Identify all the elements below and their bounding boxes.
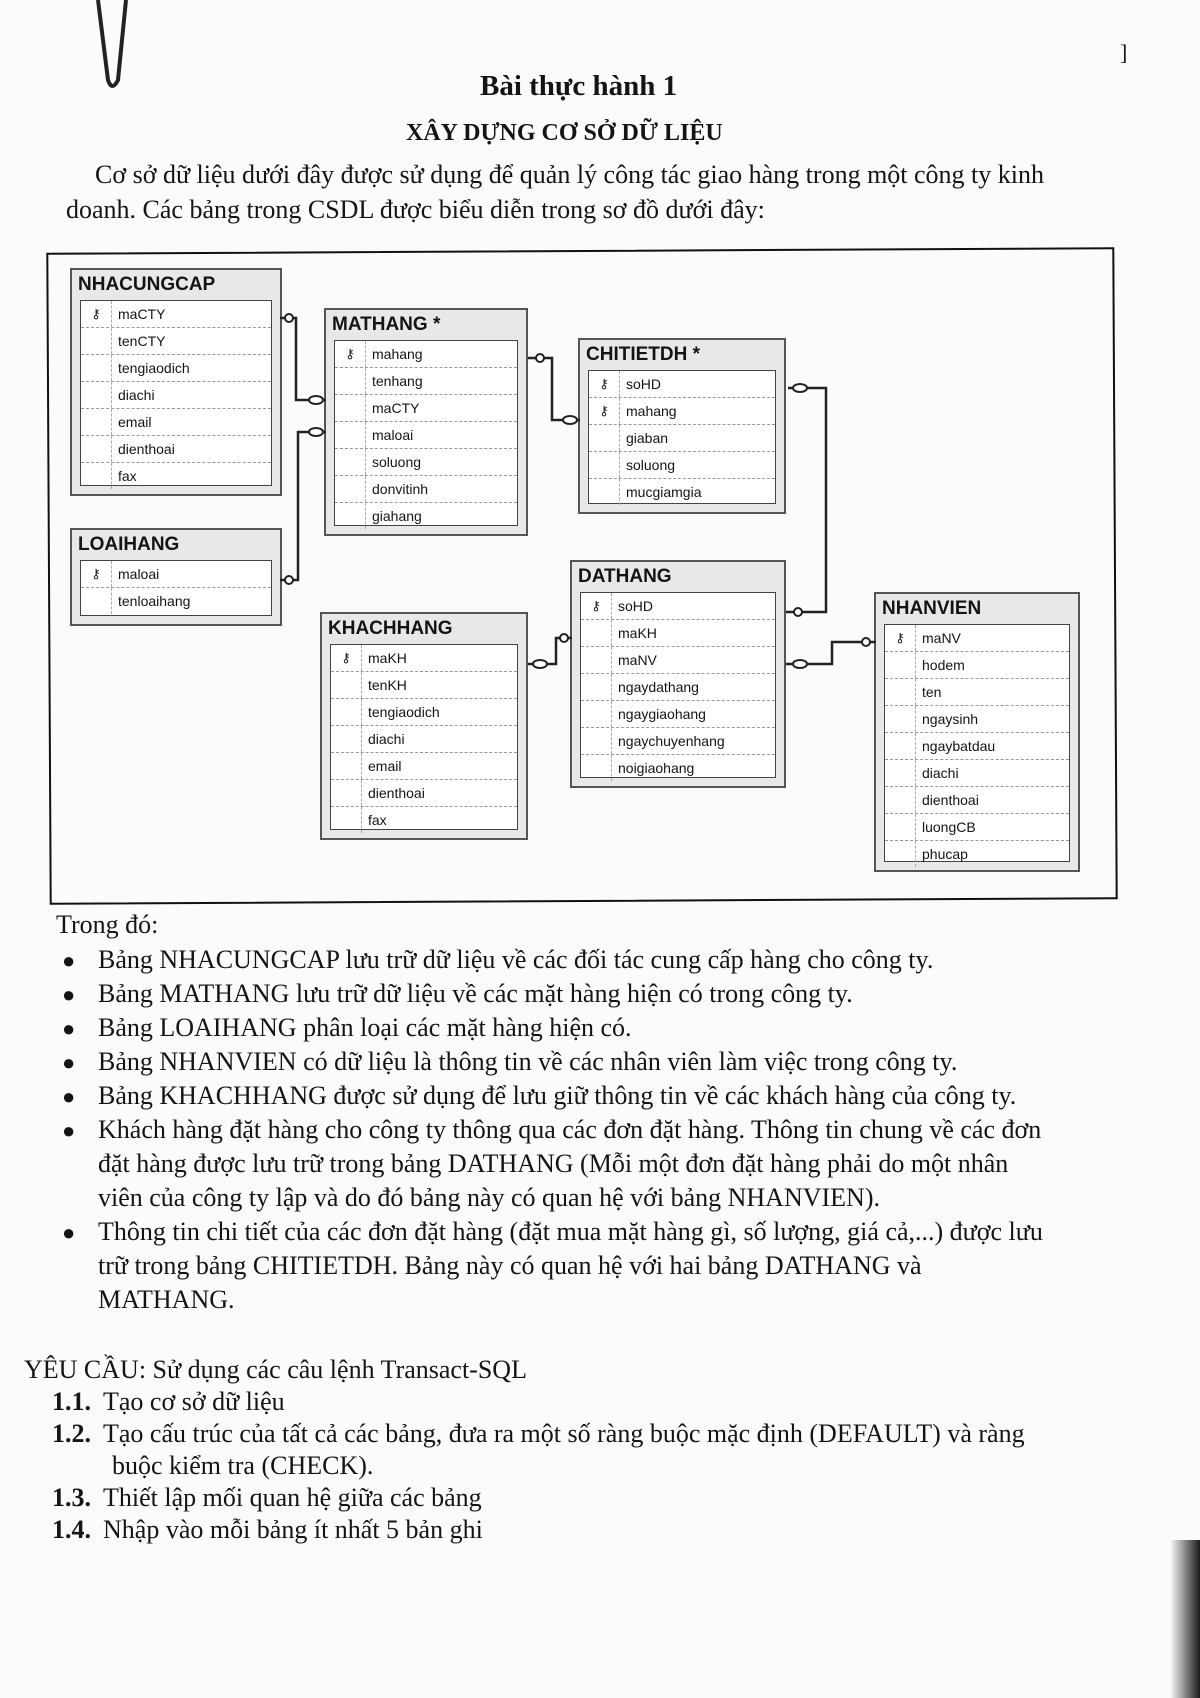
rel-end <box>560 634 568 642</box>
primary-key-icon: ⚷ <box>589 371 620 397</box>
scan-edge <box>1170 1540 1200 1698</box>
bullet-text-line: MATHANG. <box>98 1285 235 1314</box>
er-column-name: tengiaodich <box>368 704 440 720</box>
rel-end <box>536 354 544 362</box>
er-table-title: DATHANG <box>578 566 672 587</box>
er-column-name: maNV <box>922 630 961 646</box>
rel-end <box>862 638 870 646</box>
er-column-name: mahang <box>372 346 423 362</box>
requirement-text-line: Tạo cơ sở dữ liệu <box>103 1387 285 1416</box>
er-column-name: soHD <box>618 598 654 614</box>
er-table-title: KHACHHANG <box>328 618 453 639</box>
requirement-number: 1.4. <box>52 1515 91 1544</box>
corner-mark: ] <box>1120 40 1128 65</box>
intro-line-1: Cơ sở dữ liệu dưới đây được sử dụng để quản lý công tác giao hàng trong một công ty kinh <box>95 160 1044 189</box>
page-subtitle: XÂY DỰNG CƠ SỞ DỮ LIỆU <box>406 120 723 146</box>
er-column-name: maKH <box>368 650 407 666</box>
er-column-name: noigiaohang <box>618 760 695 776</box>
er-column-name: ten <box>922 684 942 700</box>
primary-key-icon: ⚷ <box>81 561 112 587</box>
er-column-name: diachi <box>922 765 959 781</box>
er-column-name: soluong <box>626 457 676 473</box>
er-column-name: ngaysinh <box>922 711 979 727</box>
bullet-text-line: Bảng NHACUNGCAP lưu trữ dữ liệu về các đối tác cung cấp hàng cho công ty. <box>98 945 934 974</box>
primary-key-icon: ⚷ <box>885 625 916 651</box>
primary-key-icon: ⚷ <box>589 398 620 424</box>
er-column-name: giaban <box>626 430 669 446</box>
rel-end <box>793 660 807 668</box>
requirement-number: 1.3. <box>52 1483 91 1512</box>
er-column-name: fax <box>118 468 137 484</box>
er-column-name: maKH <box>618 625 657 641</box>
er-column-name: maloai <box>118 566 160 582</box>
requirements-heading: YÊU CẦU: Sử dụng các câu lệnh Transact-SQL <box>24 1355 527 1384</box>
er-column-name: maloai <box>372 427 414 443</box>
requirement-text-line: buộc kiểm tra (CHECK). <box>112 1451 374 1480</box>
intro-line-2: doanh. Các bảng trong CSDL được biểu diễn trong sơ đồ dưới đây: <box>66 195 765 224</box>
er-column-name: fax <box>368 812 387 828</box>
rel-end <box>794 608 802 616</box>
bullet-icon: ● <box>62 948 76 973</box>
rel-chitietdh-dathang <box>786 388 826 612</box>
bullet-icon: ● <box>62 1118 76 1143</box>
requirement-text-line: Tạo cấu trúc của tất cả các bảng, đưa ra một số ràng buộc mặc định (DEFAULT) và ràng <box>103 1419 1025 1448</box>
primary-key-icon: ⚷ <box>335 341 366 367</box>
er-column-name: mahang <box>626 403 677 419</box>
er-column-name: tenloaihang <box>118 593 191 609</box>
rel-nhacungcap-mathang <box>280 318 326 400</box>
bullet-text-line: Thông tin chi tiết của các đơn đặt hàng (đặt mua mặt hàng gì, số lượng, giá cả,...) được lưu <box>98 1217 1043 1246</box>
bullet-text-line: Khách hàng đặt hàng cho công ty thông qua các đơn đặt hàng. Thông tin chung về các đơn <box>98 1115 1042 1144</box>
er-column-name: ngaygiaohang <box>618 706 706 722</box>
er-column-name: ngaychuyenhang <box>618 733 725 749</box>
rel-end <box>563 416 577 424</box>
primary-key-icon: ⚷ <box>581 593 612 619</box>
er-column-name: soluong <box>372 454 422 470</box>
er-table-title: LOAIHANG <box>78 534 180 555</box>
er-column-name: email <box>118 414 152 430</box>
bullet-text-line: Bảng NHANVIEN có dữ liệu là thông tin về các nhân viên làm việc trong công ty. <box>98 1047 958 1076</box>
rel-end <box>285 314 293 322</box>
bullet-text-line: Bảng LOAIHANG phân loại các mặt hàng hiện có. <box>98 1013 632 1042</box>
er-table-title: MATHANG * <box>332 314 441 335</box>
requirement-number: 1.1. <box>52 1387 91 1416</box>
er-column-name: dienthoai <box>118 441 175 457</box>
bullet-icon: ● <box>62 1084 76 1109</box>
requirement-number: 1.2. <box>52 1419 91 1448</box>
er-column-name: tenCTY <box>118 333 166 349</box>
er-column-name: dienthoai <box>368 785 425 801</box>
er-column-name: maNV <box>618 652 657 668</box>
er-table-title: NHACUNGCAP <box>78 274 216 295</box>
er-column-name: hodem <box>922 657 965 673</box>
bullet-icon: ● <box>62 1050 76 1075</box>
er-column-name: luongCB <box>922 819 976 835</box>
rel-mathang-chitietdh <box>528 358 580 420</box>
rel-end <box>793 384 807 392</box>
er-column-name: maCTY <box>372 400 420 416</box>
requirement-text-line: Nhập vào mỗi bảng ít nhất 5 bản ghi <box>103 1515 483 1544</box>
er-column-name: diachi <box>368 731 405 747</box>
bullet-text-line: Bảng MATHANG lưu trữ dữ liệu về các mặt hàng hiện có trong công ty. <box>98 979 853 1008</box>
rel-loaihang-mathang <box>280 432 326 580</box>
er-column-name: ngaydathang <box>618 679 699 695</box>
er-table-title: CHITIETDH * <box>586 344 700 365</box>
er-column-name: mucgiamgia <box>626 484 702 500</box>
er-column-name: tenhang <box>372 373 423 389</box>
er-column-name: maCTY <box>118 306 166 322</box>
bullet-icon: ● <box>62 1016 76 1041</box>
er-column-name: tengiaodich <box>118 360 190 376</box>
bullet-text-line: viên của công ty lập và do đó bảng này có quan hệ với bảng NHANVIEN). <box>98 1183 880 1212</box>
bullet-icon: ● <box>62 982 76 1007</box>
er-column-name: email <box>368 758 402 774</box>
er-column-name: tenKH <box>368 677 407 693</box>
bullet-text-line: trữ trong bảng CHITIETDH. Bảng này có quan hệ với hai bảng DATHANG và <box>98 1251 922 1280</box>
bullet-icon: ● <box>62 1220 76 1245</box>
bullet-text-line: đặt hàng được lưu trữ trong bảng DATHANG (Mỗi một đơn đặt hàng phải do một nhân <box>98 1149 1009 1178</box>
page-title: Bài thực hành 1 <box>480 70 678 102</box>
rel-end <box>285 576 293 584</box>
er-column-name: dienthoai <box>922 792 979 808</box>
er-column-name: phucap <box>922 846 968 862</box>
er-column-name: giahang <box>372 508 422 524</box>
er-column-name: donvitinh <box>372 481 429 497</box>
rel-end <box>533 660 547 668</box>
er-table-title: NHANVIEN <box>882 598 982 619</box>
trong-do-label: Trong đó: <box>56 910 159 939</box>
rel-end <box>309 428 323 436</box>
bullet-text-line: Bảng KHACHHANG được sử dụng để lưu giữ thông tin về các khách hàng của công ty. <box>98 1081 1017 1110</box>
rel-end <box>309 396 323 404</box>
er-column-name: diachi <box>118 387 155 403</box>
requirement-text-line: Thiết lập mối quan hệ giữa các bảng <box>103 1483 482 1512</box>
er-column-name: ngaybatdau <box>922 738 996 754</box>
er-column-name: soHD <box>626 376 662 392</box>
primary-key-icon: ⚷ <box>331 645 362 671</box>
primary-key-icon: ⚷ <box>81 301 112 327</box>
